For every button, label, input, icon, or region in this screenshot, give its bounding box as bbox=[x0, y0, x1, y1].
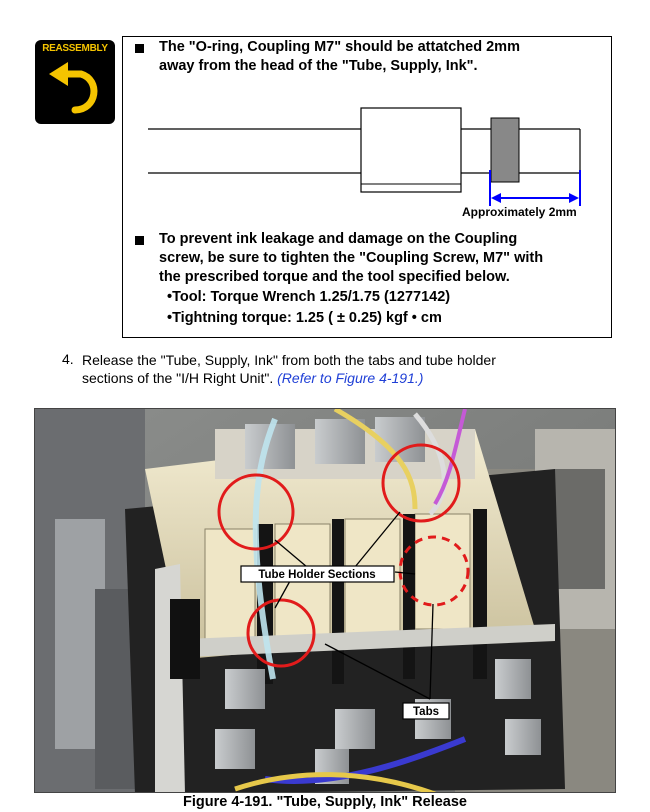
note-para2-line3: the prescribed torque and the tool specified below. bbox=[159, 269, 510, 285]
note-para1-line1: The "O-ring, Coupling M7" should be attatched 2mm bbox=[159, 39, 520, 55]
bullet-icon bbox=[135, 44, 144, 53]
step-text-line2: sections of the "I/H Right Unit". bbox=[82, 370, 274, 386]
printer-mechanism-image bbox=[35, 409, 616, 793]
diagram-label: Approximately 2mm bbox=[462, 205, 577, 219]
torque-spec: •Tightning torque: 1.25 ( ± 0.25) kgf • cm bbox=[167, 310, 442, 326]
bullet-icon bbox=[135, 236, 144, 245]
callout-tube-holder: Tube Holder Sections bbox=[258, 569, 376, 581]
step-text bbox=[82, 351, 602, 387]
badge-label: REASSEMBLY bbox=[42, 43, 108, 54]
tube-oring-diagram bbox=[145, 106, 605, 221]
note-para2-line2: screw, be sure to tighten the "Coupling Screw, M7" with bbox=[159, 250, 544, 266]
figure-caption: Figure 4-191. "Tube, Supply, Ink" Release bbox=[183, 794, 467, 810]
tool-spec: •Tool: Torque Wrench 1.25/1.75 (1277142) bbox=[167, 289, 451, 305]
note-para1-line2: away from the head of the "Tube, Supply, Ink". bbox=[159, 58, 478, 74]
figure-reference-link[interactable]: (Refer to Figure 4-191.) bbox=[277, 370, 424, 386]
reassembly-badge bbox=[35, 40, 115, 124]
callout-tabs: Tabs bbox=[413, 706, 439, 718]
note-para2-line1: To prevent ink leakage and damage on the Coupling bbox=[159, 231, 518, 247]
step-number: 4. bbox=[62, 351, 74, 367]
step-text-line1: Release the "Tube, Supply, Ink" from both the tabs and tube holder bbox=[82, 352, 496, 368]
ink-holder-photo bbox=[34, 408, 616, 793]
